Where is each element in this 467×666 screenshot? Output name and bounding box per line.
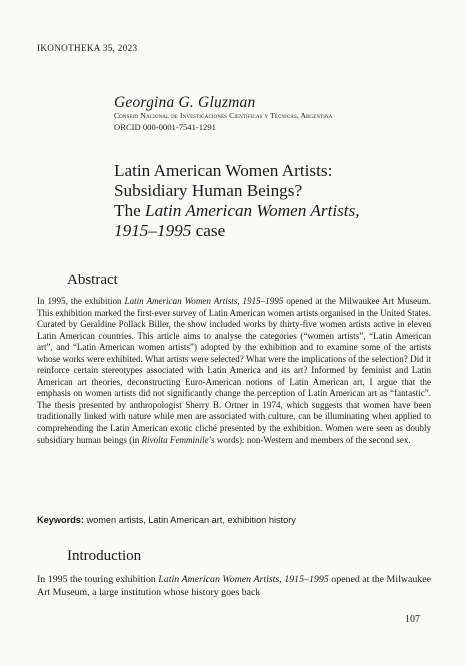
keywords-line [37, 515, 296, 525]
abstract-body [37, 296, 431, 446]
running-header: IKONOTHEKA 35, 2023 [37, 43, 138, 53]
title-line-2: Subsidiary Human Beings? [114, 181, 303, 200]
introduction-heading: Introduction [67, 548, 142, 564]
author-orcid: ORCID 000-0001-7541-1291 [114, 122, 216, 132]
title-line-3-prefix: The [114, 201, 146, 220]
title-line-1: Latin American Women Artists: [114, 161, 333, 180]
author-affiliation: Consejo Nacional de Investigaciones Científicas y Técnicas, Argentina [114, 111, 333, 120]
abstract-exhibition-title: Latin American Women Artists, 1915–1995 [124, 296, 284, 306]
page-number: 107 [405, 614, 420, 625]
abstract-text-2: opened at the Milwaukee Art Museum. This exhibition marked the first-ever survey of Latin American women artists organised in the United States. Curated by Geraldine Pollack Biller, the show included works by thirty-five women artists active in eleven Latin American countries. This article aims to analyse the categories (“women artists”, “Latin American art”, and “Latin American women artists”) adopted by the exhibition and to examine some of the artists whose works were exhibited. What artists were selected? What were the implications of the selection? Did it reinforce certain stereotypes associated with Latin America and its art? Informed by feminist and Latin American art theories, deconstructing Euro-American notions of Latin American art, I argue that the emphasis on women artists did not significantly change the perception of Latin American art as “fantastic”. The thesis presented by anthropologist Sherry B. Ortner in 1974, which suggests that women have been traditionally linked with nature while men are associated with culture, can be illuminating when applied to comprehending the Latin American exotic cliché presented by the exhibition. Women were seen as doubly subsidiary human beings (in [37, 296, 432, 445]
author-name: Georgina G. Gluzman [114, 94, 256, 111]
keywords-label: Keywords: [37, 515, 84, 525]
abstract-rivolta-femminile: Rivolta Femminile [141, 434, 209, 445]
article-title [114, 161, 444, 241]
title-line-4-italic: 1915–1995 [114, 221, 192, 240]
title-line-3-italic: Latin American Women Artists, [145, 201, 360, 220]
intro-text-1: In 1995 the touring exhibition [37, 574, 159, 585]
abstract-heading: Abstract [67, 272, 118, 288]
abstract-text-1: In 1995, the exhibition [37, 296, 125, 306]
title-line-4 [114, 221, 444, 241]
intro-exhibition-title: Latin American Women Artists, 1915–1995 [158, 574, 329, 585]
title-line-4-suffix: case [191, 221, 226, 240]
abstract-text-3: ’s words): non-Western and members of the second sex. [208, 434, 411, 445]
keywords-text: women artists, Latin American art, exhibition history [83, 515, 296, 525]
title-line-3 [114, 201, 444, 221]
intro-text-2: opened at the Milwaukee Art Museum, a large institution whose history goes back [37, 574, 431, 598]
introduction-body [37, 574, 431, 599]
